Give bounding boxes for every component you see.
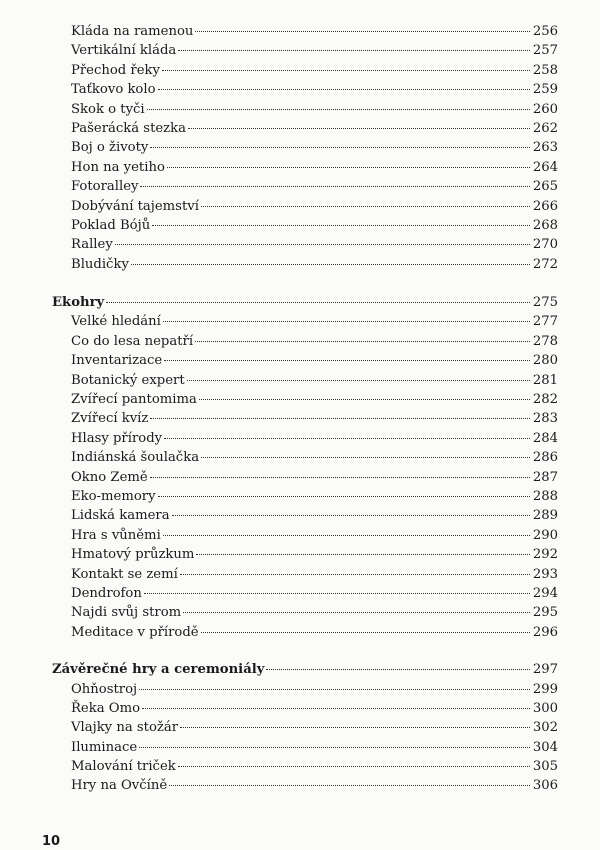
toc-entry <box>52 699 558 718</box>
toc-entry-page: 293 <box>532 566 558 582</box>
dot-leader <box>163 535 530 536</box>
toc-entry <box>52 623 558 642</box>
toc-entry-title: Hmatový průzkum <box>71 547 195 563</box>
toc-entry-page: 262 <box>532 120 558 136</box>
dot-leader <box>150 418 529 419</box>
toc-entry-page: 282 <box>532 392 558 408</box>
toc-entry-title: Malování triček <box>71 759 176 775</box>
toc-entry <box>52 584 558 603</box>
toc-entry <box>52 255 558 274</box>
dot-leader <box>162 70 530 71</box>
dot-leader <box>195 31 529 32</box>
toc-entry <box>52 100 558 119</box>
page-number: 10 <box>42 834 61 849</box>
toc-entry-title: Hon na yetiho <box>71 159 165 175</box>
dot-leader <box>140 186 529 187</box>
dot-leader <box>266 669 529 670</box>
toc-entry-title: Co do lesa nepatří <box>71 333 194 349</box>
section-heading <box>52 293 558 312</box>
toc-entry-page: 257 <box>532 43 558 59</box>
toc-entry <box>52 776 558 795</box>
table-of-contents <box>52 22 558 796</box>
toc-entry-page: 280 <box>532 353 558 369</box>
toc-entry-page: 258 <box>532 62 558 78</box>
dot-leader <box>180 574 530 575</box>
dot-leader <box>178 766 530 767</box>
toc-entry-title: Pašerácká stezka <box>71 120 186 136</box>
section-heading-page: 275 <box>532 295 558 311</box>
toc-entry-title: Lidská kamera <box>71 508 170 524</box>
toc-entry <box>52 158 558 177</box>
dot-leader <box>150 147 529 148</box>
dot-leader <box>131 264 530 265</box>
toc-entry <box>52 22 558 41</box>
dot-leader <box>201 632 530 633</box>
toc-entry-title: Zvířecí kvíz <box>71 411 149 427</box>
dot-leader <box>169 785 530 786</box>
toc-entry-page: 287 <box>532 469 558 485</box>
dot-leader <box>147 109 530 110</box>
toc-entry-title: Vlajky na stožár <box>71 720 178 736</box>
toc-entry-page: 300 <box>532 700 558 716</box>
dot-leader <box>142 708 530 709</box>
dot-leader <box>150 477 530 478</box>
toc-entry <box>52 448 558 467</box>
dot-leader <box>188 128 530 129</box>
toc-entry-page: 284 <box>532 430 558 446</box>
toc-entry-page: 286 <box>532 450 558 466</box>
toc-entry <box>52 526 558 545</box>
toc-entry-page: 272 <box>532 256 558 272</box>
dot-leader <box>115 244 530 245</box>
toc-entry-title: Indiánská šoulačka <box>71 450 200 466</box>
toc-entry-page: 266 <box>532 198 558 214</box>
toc-entry-page: 278 <box>532 333 558 349</box>
toc-entry <box>52 429 558 448</box>
toc-entry-page: 268 <box>532 217 558 233</box>
toc-entry-page: 256 <box>532 24 558 39</box>
toc-entry-title: Kláda na ramenou <box>71 24 194 39</box>
toc-entry-title: Vertikální kláda <box>71 43 177 59</box>
toc-entry <box>52 468 558 487</box>
toc-entry-page: 295 <box>532 605 558 621</box>
section-gap <box>52 274 558 293</box>
toc-entry <box>52 390 558 409</box>
dot-leader <box>164 360 530 361</box>
dot-leader <box>164 438 530 439</box>
toc-entry-title: Botanický expert <box>71 372 185 388</box>
toc-entry <box>52 351 558 370</box>
dot-leader <box>172 515 530 516</box>
dot-leader <box>152 225 530 226</box>
toc-entry-page: 299 <box>532 681 558 697</box>
toc-entry-page: 305 <box>532 759 558 775</box>
toc-entry-page: 265 <box>532 179 558 195</box>
toc-entry <box>52 138 558 157</box>
toc-entry-page: 296 <box>532 624 558 640</box>
toc-entry-title: Přechod řeky <box>71 62 160 78</box>
dot-leader <box>183 612 530 613</box>
dot-leader <box>180 727 530 728</box>
toc-entry-page: 263 <box>532 140 558 156</box>
toc-entry <box>52 506 558 525</box>
toc-entry <box>52 235 558 254</box>
toc-entry-title: Řeka Omo <box>71 700 141 716</box>
toc-entry <box>52 80 558 99</box>
dot-leader <box>144 593 530 594</box>
toc-entry-title: Kontakt se zemí <box>71 566 178 582</box>
dot-leader <box>199 399 530 400</box>
toc-entry-title: Najdi svůj strom <box>71 605 182 621</box>
toc-entry-page: 306 <box>532 778 558 794</box>
toc-entry <box>52 545 558 564</box>
toc-entry <box>52 409 558 428</box>
toc-entry <box>52 61 558 80</box>
toc-entry-page: 288 <box>532 488 558 504</box>
toc-entry-title: Skok o tyči <box>71 101 145 117</box>
toc-entry-title: Hry na Ovčíně <box>71 778 168 794</box>
toc-entry <box>52 680 558 699</box>
toc-entry <box>52 757 558 776</box>
toc-entry-title: Meditace v přírodě <box>71 624 199 640</box>
section-heading-page: 297 <box>532 662 558 678</box>
toc-entry-title: Velké hledání <box>71 314 161 330</box>
section-heading-title: Závěrečné hry a ceremoniály <box>52 662 265 678</box>
section-heading <box>52 660 558 679</box>
toc-entry-title: Boj o životy <box>71 140 149 156</box>
toc-entry-page: 277 <box>532 314 558 330</box>
toc-entry <box>52 603 558 622</box>
toc-entry-title: Eko-memory <box>71 488 156 504</box>
dot-leader <box>158 89 530 90</box>
toc-entry <box>52 718 558 737</box>
toc-entry-title: Ohňostroj <box>71 681 138 697</box>
toc-entry <box>52 197 558 216</box>
section-heading-title: Ekohry <box>52 295 105 311</box>
toc-entry-page: 264 <box>532 159 558 175</box>
toc-entry <box>52 177 558 196</box>
dot-leader <box>139 689 530 690</box>
dot-leader <box>167 167 530 168</box>
toc-entry-page: 304 <box>532 739 558 755</box>
toc-entry <box>52 312 558 331</box>
toc-entry-page: 302 <box>532 720 558 736</box>
toc-entry-page: 281 <box>532 372 558 388</box>
toc-entry-page: 270 <box>532 237 558 253</box>
toc-entry <box>52 565 558 584</box>
toc-entry-title: Okno Země <box>71 469 148 485</box>
toc-entry-title: Bludičky <box>71 256 129 272</box>
toc-entry-page: 260 <box>532 101 558 117</box>
toc-entry <box>52 332 558 351</box>
toc-entry-title: Taťkovo kolo <box>71 82 156 98</box>
toc-entry-title: Poklad Bójů <box>71 217 151 233</box>
toc-entry-page: 283 <box>532 411 558 427</box>
dot-leader <box>106 302 530 303</box>
toc-entry-page: 292 <box>532 547 558 563</box>
toc-entry-title: Hra s vůněmi <box>71 527 161 543</box>
dot-leader <box>201 457 530 458</box>
toc-entry <box>52 487 558 506</box>
dot-leader <box>178 50 530 51</box>
toc-entry-title: Fotoralley <box>71 179 139 195</box>
toc-entry-title: Inventarizace <box>71 353 163 369</box>
dot-leader <box>163 321 530 322</box>
dot-leader <box>201 206 530 207</box>
toc-entry-title: Iluminace <box>71 739 138 755</box>
dot-leader <box>187 380 530 381</box>
section-gap <box>52 642 558 660</box>
toc-entry-title: Hlasy přírody <box>71 430 163 446</box>
toc-entry <box>52 119 558 138</box>
toc-entry-page: 290 <box>532 527 558 543</box>
toc-entry-title: Ralley <box>71 237 113 253</box>
toc-entry-title: Dobývání tajemství <box>71 198 199 214</box>
dot-leader <box>195 341 530 342</box>
toc-entry-title: Zvířecí pantomima <box>71 392 197 408</box>
toc-entry-page: 289 <box>532 508 558 524</box>
toc-entry <box>52 738 558 757</box>
dot-leader <box>158 496 530 497</box>
dot-leader <box>196 554 529 555</box>
toc-entry-page: 259 <box>532 82 558 98</box>
toc-entry-title: Dendrofon <box>71 585 142 601</box>
toc-entry-page: 294 <box>532 585 558 601</box>
toc-entry <box>52 216 558 235</box>
toc-entry <box>52 371 558 390</box>
dot-leader <box>139 747 530 748</box>
toc-entry <box>52 41 558 60</box>
